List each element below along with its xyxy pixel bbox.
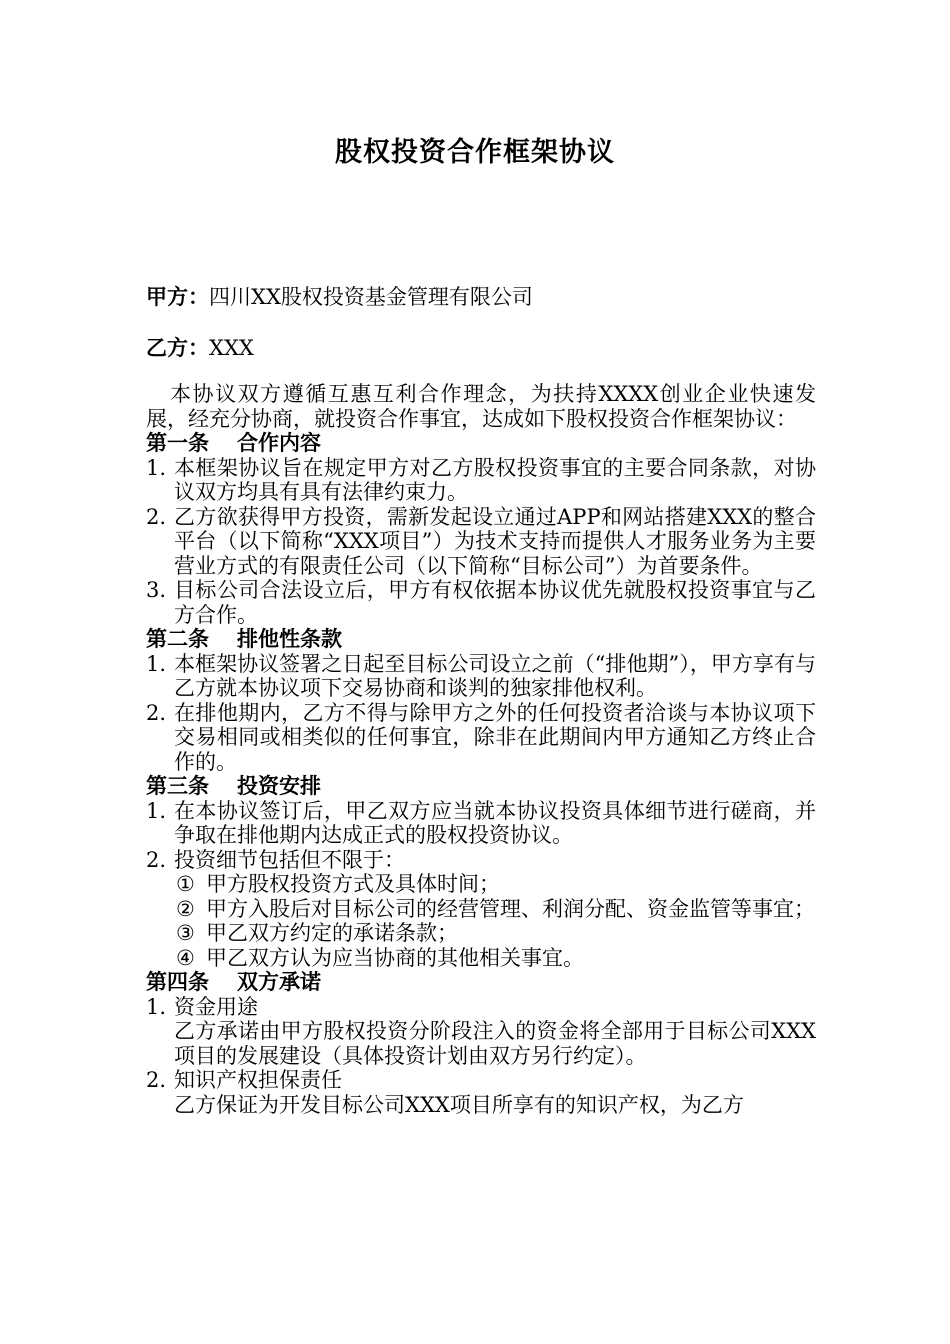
party-b-label: 乙方：: [146, 335, 209, 360]
article-number: 第三条: [146, 773, 209, 798]
document-title: 股权投资合作框架协议: [335, 137, 615, 168]
item-text: 知识产权担保责任: [174, 1068, 342, 1092]
sub-item-text: 甲方入股后对目标公司的经营管理、利润分配、资金监管等事宜；: [206, 896, 815, 921]
item-text: 本框架协议旨在规定甲方对乙方股权投资事宜的主要合同条款，对协议双方均具有具有法律约束力。: [174, 455, 816, 504]
item-text: 在本协议签订后，甲乙双方应当就本协议投资具体细节进行磋商，并争取在排他期内达成正式的股权投资协议。: [174, 798, 816, 847]
sub-item: [146, 897, 816, 922]
list-item: [146, 456, 816, 505]
article-number: 第一条: [146, 430, 209, 455]
list-item: [146, 652, 816, 701]
sub-item-text: 甲方股权投资方式及具体时间；: [206, 872, 500, 896]
item-number: 2.: [146, 700, 167, 725]
item-number: 1.: [146, 798, 167, 823]
sub-item-marker: ④: [176, 945, 195, 970]
article-title: 双方承诺: [237, 969, 321, 994]
party-a-line: [146, 284, 533, 310]
list-item: [146, 701, 816, 775]
list-item: [146, 995, 816, 1020]
item-text: 投资细节包括但不限于：: [174, 847, 405, 872]
sub-item-marker: ①: [176, 872, 195, 896]
item-number: 1.: [146, 994, 167, 1019]
item-number: 2.: [146, 504, 167, 529]
item-number: 3.: [146, 578, 167, 602]
agreement-body: [146, 382, 816, 1117]
party-a-value: 四川XX股权投资基金管理有限公司: [209, 285, 533, 309]
article-items: [146, 652, 816, 775]
party-b-value: XXX: [209, 336, 254, 360]
sub-item: [146, 921, 816, 946]
item-number: 1.: [146, 455, 167, 480]
article-number: 第四条: [146, 969, 209, 994]
item-number: 1.: [146, 651, 167, 676]
article-title: 投资安排: [237, 773, 321, 798]
party-b-line: [146, 335, 254, 361]
article-title: 合作内容: [237, 430, 321, 455]
intro-paragraph: 本协议双方遵循互惠互利合作理念，为扶持XXXX创业企业快速发展，经充分协商，就投资合作事宜，达成如下股权投资合作框架协议：: [146, 382, 816, 431]
list-item: [146, 799, 816, 848]
sub-item-text: 甲乙双方认为应当协商的其他相关事宜。: [206, 945, 584, 970]
article-heading: [146, 970, 816, 995]
article-items: [146, 995, 816, 1020]
list-item: [146, 848, 816, 873]
article-items: [146, 456, 816, 628]
item-number: 2.: [146, 1068, 167, 1092]
item-number: 2.: [146, 847, 167, 872]
item-continuation: 乙方保证为开发目标公司XXX项目所享有的知识产权，为乙方: [174, 1092, 744, 1117]
item-text: 乙方欲获得甲方投资，需新发起设立通过APP和网站搭建XXX的整合平台（以下简称“XXX项目”）为技术支持而提供人才服务业务为主要营业方式的有限责任公司（以下简称“目标公司”）为首要条件。: [174, 504, 816, 578]
item-continuation: 乙方承诺由甲方股权投资分阶段注入的资金将全部用于目标公司XXX项目的发展建设（具体投资计划由双方另行约定）。: [174, 1019, 816, 1068]
article-heading: [146, 774, 816, 799]
list-item: [146, 1068, 816, 1093]
item-text: 目标公司合法设立后，甲方有权依据本协议优先就股权投资事宜与乙方合作。: [174, 578, 816, 627]
article-title: 排他性条款: [237, 626, 342, 651]
list-item: [146, 505, 816, 579]
sub-item-marker: ②: [176, 896, 195, 921]
item-text: 资金用途: [174, 994, 258, 1019]
party-a-label: 甲方：: [146, 284, 209, 309]
article-items: [146, 1068, 816, 1093]
article-number: 第二条: [146, 626, 209, 651]
item-text: 在排他期内，乙方不得与除甲方之外的任何投资者洽谈与本协议项下交易相同或相类似的任何事宜，除非在此期间内甲方通知乙方终止合作的。: [174, 700, 816, 774]
item-text: 本框架协议签署之日起至目标公司设立之前（“排他期”），甲方享有与乙方就本协议项下交易协商和谈判的独家排他权利。: [174, 651, 816, 700]
sub-item-text: 甲乙双方约定的承诺条款；: [206, 921, 458, 945]
sub-item: [146, 946, 816, 971]
article-heading: [146, 431, 816, 456]
sub-item: [146, 872, 816, 897]
article-items: [146, 799, 816, 873]
sub-item-marker: ③: [176, 921, 195, 945]
list-item: [146, 578, 816, 627]
article-heading: [146, 627, 816, 652]
